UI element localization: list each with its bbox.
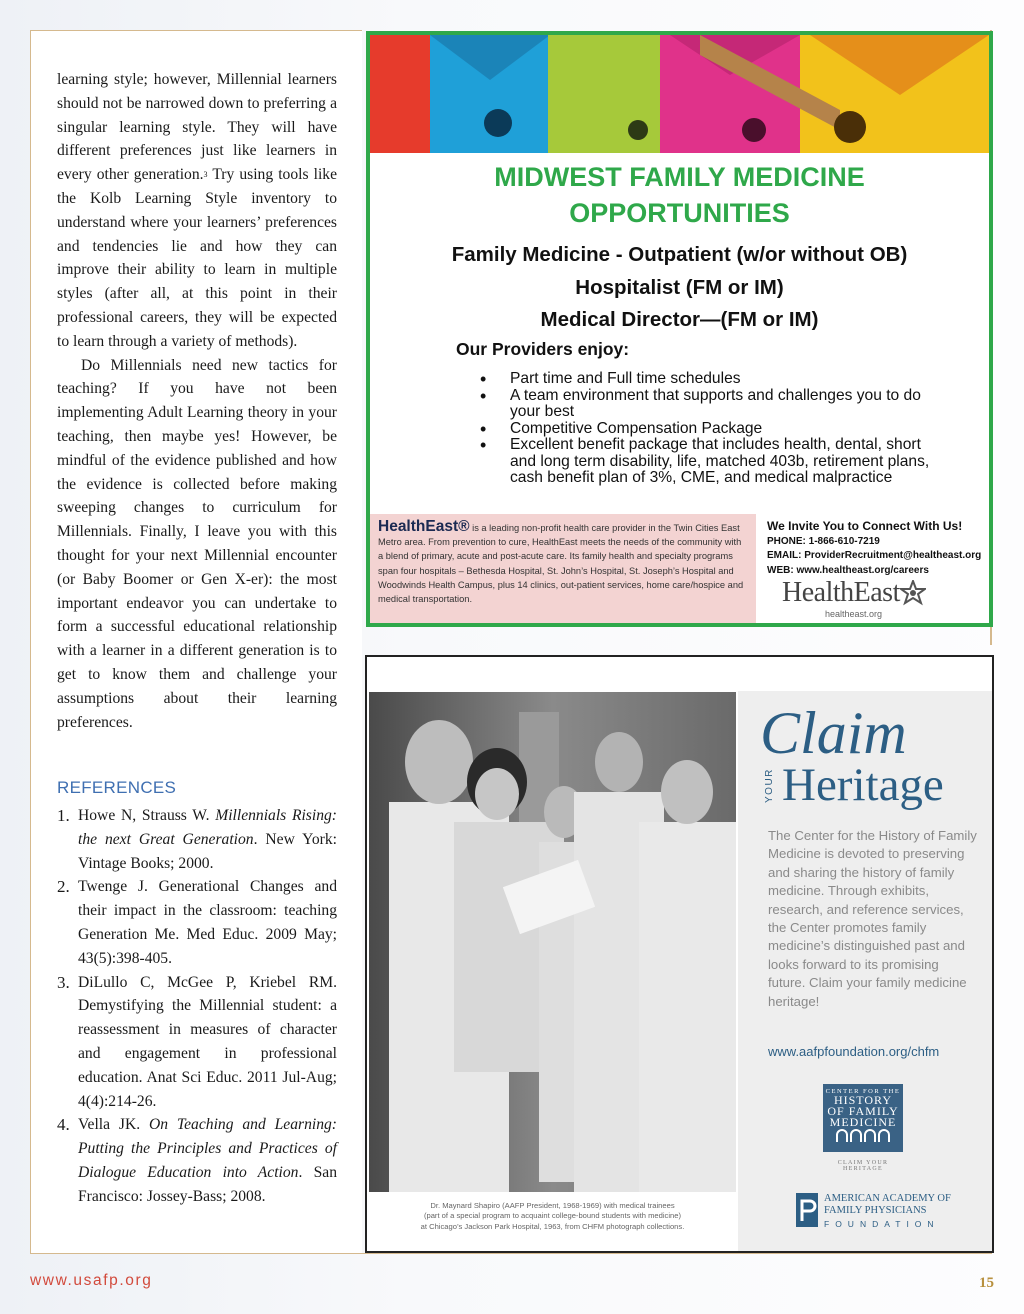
birdhouse-illustration [370,35,989,153]
about-healtheast [370,514,756,623]
ad-headline [370,159,989,231]
reference-number: 2. [57,877,70,897]
birdhouse-photo [370,35,989,153]
benefit-item: • Excellent benefit package that includes health, dental, short and long term disability, life, matched 403b, retirement plans, cash benefit plan of 3%, CME, and medical malpractice [480,437,950,487]
article-paragraph [57,68,337,354]
reference-item [57,804,337,875]
footer-site-url[interactable]: www.usafp.org [30,1272,153,1289]
job-title: Medical Director—(FM or IM) [540,308,819,331]
photo-caption [369,1201,736,1232]
reference-item [57,1113,337,1208]
reference-item [57,875,337,970]
aafp-logo-text: AMERICAN ACADEMY OF [824,1193,951,1204]
reference-text: Twenge J. Generational Changes and their impact in the classroom: teaching Generation Me. Med Educ. 2009 May; 43(5):398-405. [78,878,337,967]
chfm-tagline: CLAIM YOUR HERITAGE [837,1160,889,1172]
benefit-item: • Competitive Compensation Package [480,421,950,438]
aafp-mark-icon [796,1193,818,1227]
chfm-logo-text: MEDICINE [829,1115,897,1129]
heritage-advertisement [365,655,994,1253]
benefit-item: • Part time and Full time schedules [480,371,950,388]
contact-block [767,518,989,578]
about-text: is a leading non-profit health care provider in the Twin Cities East Metro area. From prevention to cure, HealthEast meets the needs of the community with a blend of primary, acute and post-acute care. Its family health and specialty programs span four hospitals – Bethesda Hospital, St. John’s Hospital, St. Joseph’s Hospital and Woodwinds Health Campus, plus 14 clinics, out-patient services, home care/hospice and medical transportation. [378,523,744,605]
article-body [57,68,337,734]
reference-text: Vella JK. On Teaching and Learning: Putting the Principles and Practices of Dialogue Education into Action. San Francisco: Jossey-Bass; 2008. [78,1116,337,1205]
frame-bottom-rule [30,1253,992,1254]
your-label: YOUR [764,768,775,803]
chfm-arches-icon [833,1128,893,1142]
reference-number: 1. [57,806,70,825]
caption-line: Dr. Maynard Shapiro (AAFP President, 1968-1969) with medical trainees [430,1201,675,1210]
contact-heading: We Invite You to Connect With Us! [767,519,963,533]
job-title: Hospitalist (FM or IM) [575,275,784,299]
heritage-heading: Heritage [782,759,944,811]
benefits-heading: Our Providers enjoy: [456,339,630,359]
healtheast-advertisement [366,31,993,627]
job-title: Family Medicine - Outpatient (w/or without OB) [451,243,908,266]
article-text: Try using tools like the Kolb Learning Style inventory to understand where your learners’ preferences and tendencies lie and how they can improve their ability to learn in multiple styles (after all, at this point in their professional careers, they will be expected to learn through a variety of methods). [57,166,337,350]
reference-text: DiLullo C, McGee P, Kriebel RM. Demystifying the Millennial student: a reassessment in measures of character and engagement in professional education. Anat Sci Educ. 2011 Jul-Aug; 4(4):214-26. [78,973,337,1110]
aafp-foundation-logo [796,1193,986,1231]
chfm-logo-text: HISTORY [833,1093,893,1107]
reference-item [57,971,337,1114]
benefit-item: • A team environment that supports and challenges you to do your best [480,388,950,421]
chfm-logo [823,1084,903,1152]
references-heading: REFERENCES [57,778,177,797]
benefits-list [480,371,950,487]
healtheast-logo-url: healtheast.org [825,609,883,619]
article-text: learning style; however, Millennial learners should not be narrowed down to preferring a singular learning style. They will have different preferences just like learners in every other generation. [57,71,337,184]
chfm-logo-text: CENTER FOR THE [825,1088,901,1095]
ad-headline-line: MIDWEST FAMILY MEDICINE [494,162,865,192]
caption-line: at Chicago’s Jackson Park Hospital, 1963, from CHFM photograph collections. [420,1221,685,1231]
ad-headline-line: OPPORTUNITIES [569,198,790,228]
trainees-photo [369,692,736,1192]
healtheast-star-icon [900,580,926,606]
aafp-logo-text: FOUNDATION [824,1219,940,1229]
reference-text: Howe N, Strauss W. Millennials Rising: the next Great Generation. New York: Vintage Books; 2000. [78,807,337,872]
references-list [57,804,337,1209]
historical-photo [369,692,736,1192]
heritage-description: The Center for the History of Family Medicine is devoted to preserving and sharing the history of family medicine. Through exhibits, research, and reference services, the Center promotes family medicine’s distinguished past and looks forward to its promising future. Claim your family medicine heritage! [768,828,977,1009]
heritage-panel [738,691,994,1253]
contact-phone: PHONE: 1-866-610-7219 [767,536,880,547]
chfm-logo-text: OF FAMILY [827,1104,899,1118]
healtheast-brand: HealthEast® [378,518,470,535]
heritage-url-link[interactable]: www.aafpfoundation.org/chfm [768,1044,940,1059]
claim-heading: Claim [760,700,907,766]
job-list [370,239,989,337]
caption-line: (part of a special program to acquaint college-bound students with medicine) [423,1211,682,1221]
reference-number: 3. [57,972,70,992]
contact-web[interactable]: WEB: www.healtheast.org/careers [767,564,929,576]
page-number: 15 [979,1275,994,1291]
article-paragraph: Do Millennials need new tactics for teaching? If you have not been implementing Adult Learning theory in your teaching, then maybe yes! However, be mindful of the evidence published and how the evidence is collected before making sweeping changes to curriculum for Millennials. Finally, I leave you with this thought for your next Millennial encounter (or Baby Boomer or Gen X-er): the most important endeavor you can undertake to form a successful educational relationship with a learner in a different generation is to get to know them and challenge your assumptions about their learning preferences. [57,356,337,731]
aafp-logo-text: FAMILY PHYSICIANS [824,1205,927,1216]
contact-email[interactable]: EMAIL: ProviderRecruitment@healtheast.org [767,550,982,562]
footnote-marker: 3 [203,170,208,180]
healtheast-logo: HealthEast [782,577,900,608]
reference-number: 4. [57,1115,70,1135]
